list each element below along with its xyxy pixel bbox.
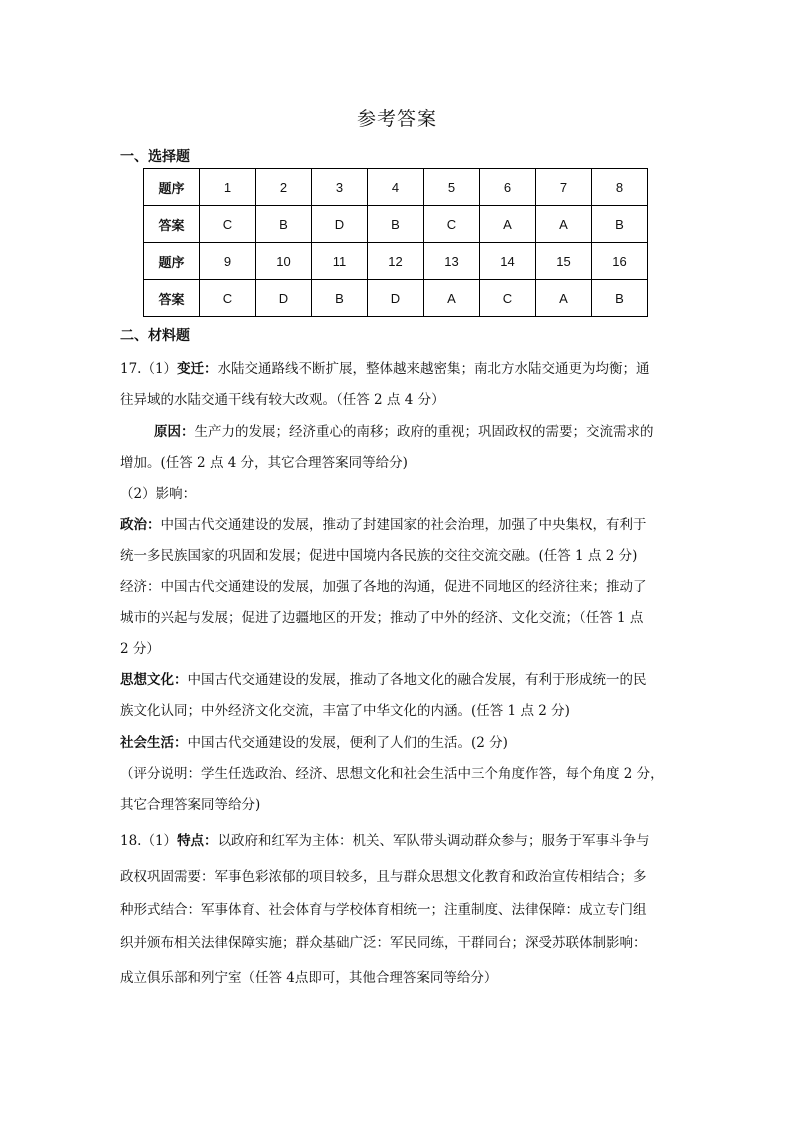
answer-cell: C xyxy=(480,280,536,317)
answer-cell: C xyxy=(200,280,256,317)
answer-cell: D xyxy=(368,280,424,317)
row-label-question: 题序 xyxy=(144,243,200,280)
row-label-answer: 答案 xyxy=(144,280,200,317)
q18-line-5: 成立俱乐部和列宁室（任答 4点即可，其他合理答案同等给分） xyxy=(120,970,498,986)
q18-line-3: 种形式结合：军事体育、社会体育与学校体育相统一；注重制度、法律保障：成立专门组 xyxy=(120,902,647,918)
q17-line-11 xyxy=(120,668,647,688)
answer-cell: B xyxy=(592,206,648,243)
q17-change-label: 变迁： xyxy=(177,361,218,377)
q17-line-12: 族文化认同；中外经济文化交流，丰富了中华文化的内涵。(任答 1 点 2 分) xyxy=(120,703,570,719)
table-row xyxy=(144,280,648,317)
question-number: 11 xyxy=(312,243,368,280)
question-number: 2 xyxy=(256,169,312,206)
answer-cell: A xyxy=(424,280,480,317)
q17-line-9: 城市的兴起与发展；促进了边疆地区的开发；推动了中外的经济、文化交流；（任答 1 点 xyxy=(120,610,644,626)
q17-number: 17.（1） xyxy=(120,361,178,377)
section-heading-material: 二、材料题 xyxy=(120,328,190,344)
question-number: 1 xyxy=(200,169,256,206)
answer-cell: D xyxy=(256,280,312,317)
q17-line-3 xyxy=(154,420,654,440)
answer-table xyxy=(143,168,648,317)
q17-line-7: 统一多民族国家的巩固和发展；促进中国境内各民族的交往交流交融。(任答 1 点 2 分) xyxy=(120,548,638,564)
q18-line-2: 政权巩固需要：军事色彩浓郁的项目较多，且与群众思想文化教育和政治宣传相结合；多 xyxy=(120,869,647,885)
q17-society-label: 社会生活： xyxy=(120,735,188,751)
table-row xyxy=(144,243,648,280)
question-number: 5 xyxy=(424,169,480,206)
answer-cell: B xyxy=(256,206,312,243)
table-row xyxy=(144,206,648,243)
q17-line-6 xyxy=(120,513,647,533)
section-heading-choice: 一、选择题 xyxy=(120,149,190,165)
q17-line-1 xyxy=(120,357,650,377)
q17-line-2: 往异域的水陆交通干线有较大改观。（任答 2 点 4 分） xyxy=(120,392,445,408)
q17-politics-label: 政治： xyxy=(120,517,161,533)
q17-line-8: 经济：中国古代交通建设的发展，加强了各地的沟通，促进不同地区的经济往来；推动了 xyxy=(120,579,647,595)
question-number: 3 xyxy=(312,169,368,206)
question-number: 14 xyxy=(480,243,536,280)
q17-culture-label: 思想文化： xyxy=(120,672,188,688)
question-number: 10 xyxy=(256,243,312,280)
answer-cell: B xyxy=(312,280,368,317)
q17-line-13 xyxy=(120,731,508,751)
answer-cell: B xyxy=(368,206,424,243)
answer-cell: A xyxy=(536,280,592,317)
q17-politics-text: 中国古代交通建设的发展，推动了封建国家的社会治理，加强了中央集权，有利于 xyxy=(160,517,647,533)
q17-reason-label: 原因： xyxy=(154,424,195,440)
table-row xyxy=(144,169,648,206)
question-number: 9 xyxy=(200,243,256,280)
answer-cell: C xyxy=(200,206,256,243)
question-number: 15 xyxy=(536,243,592,280)
question-number: 8 xyxy=(592,169,648,206)
answer-cell: A xyxy=(536,206,592,243)
q17-line-10: 2 分） xyxy=(120,641,160,657)
answer-cell: C xyxy=(424,206,480,243)
q18-feature-text: 以政府和红军为主体：机关、军队带头调动群众参与；服务于军事斗争与 xyxy=(217,833,650,849)
q18-feature-label: 特点： xyxy=(177,833,218,849)
question-number: 7 xyxy=(536,169,592,206)
row-label-question: 题序 xyxy=(144,169,200,206)
q17-reason-text: 生产力的发展；经济重心的南移；政府的重视；巩固政权的需要；交流需求的 xyxy=(194,424,654,440)
answer-cell: D xyxy=(312,206,368,243)
question-number: 4 xyxy=(368,169,424,206)
answer-cell: B xyxy=(592,280,648,317)
question-number: 12 xyxy=(368,243,424,280)
q18-number: 18.（1） xyxy=(120,833,178,849)
page-title: 参考答案 xyxy=(356,108,437,130)
q18-line-4: 织并颁布相关法律保障实施；群众基础广泛：军民同练，干群同台；深受苏联体制影响： xyxy=(120,935,647,951)
q17-change-text: 水陆交通路线不断扩展，整体越来越密集；南北方水陆交通更为均衡；通 xyxy=(217,361,650,377)
q17-culture-text: 中国古代交通建设的发展，推动了各地文化的融合发展，有利于形成统一的民 xyxy=(187,672,647,688)
question-number: 16 xyxy=(592,243,648,280)
row-label-answer: 答案 xyxy=(144,206,200,243)
q17-line-4: 增加。(任答 2 点 4 分，其它合理答案同等给分) xyxy=(120,455,408,471)
q17-line-14: （评分说明：学生任选政治、经济、思想文化和社会生活中三个角度作答，每个角度 2 分， xyxy=(120,766,664,782)
answer-cell: A xyxy=(480,206,536,243)
q17-society-text: 中国古代交通建设的发展，便利了人们的生活。(2 分) xyxy=(187,735,508,751)
q17-line-5: （2）影响： xyxy=(120,486,197,502)
q18-line-1 xyxy=(120,829,650,849)
q17-line-15: 其它合理答案同等给分) xyxy=(120,797,261,813)
question-number: 13 xyxy=(424,243,480,280)
question-number: 6 xyxy=(480,169,536,206)
